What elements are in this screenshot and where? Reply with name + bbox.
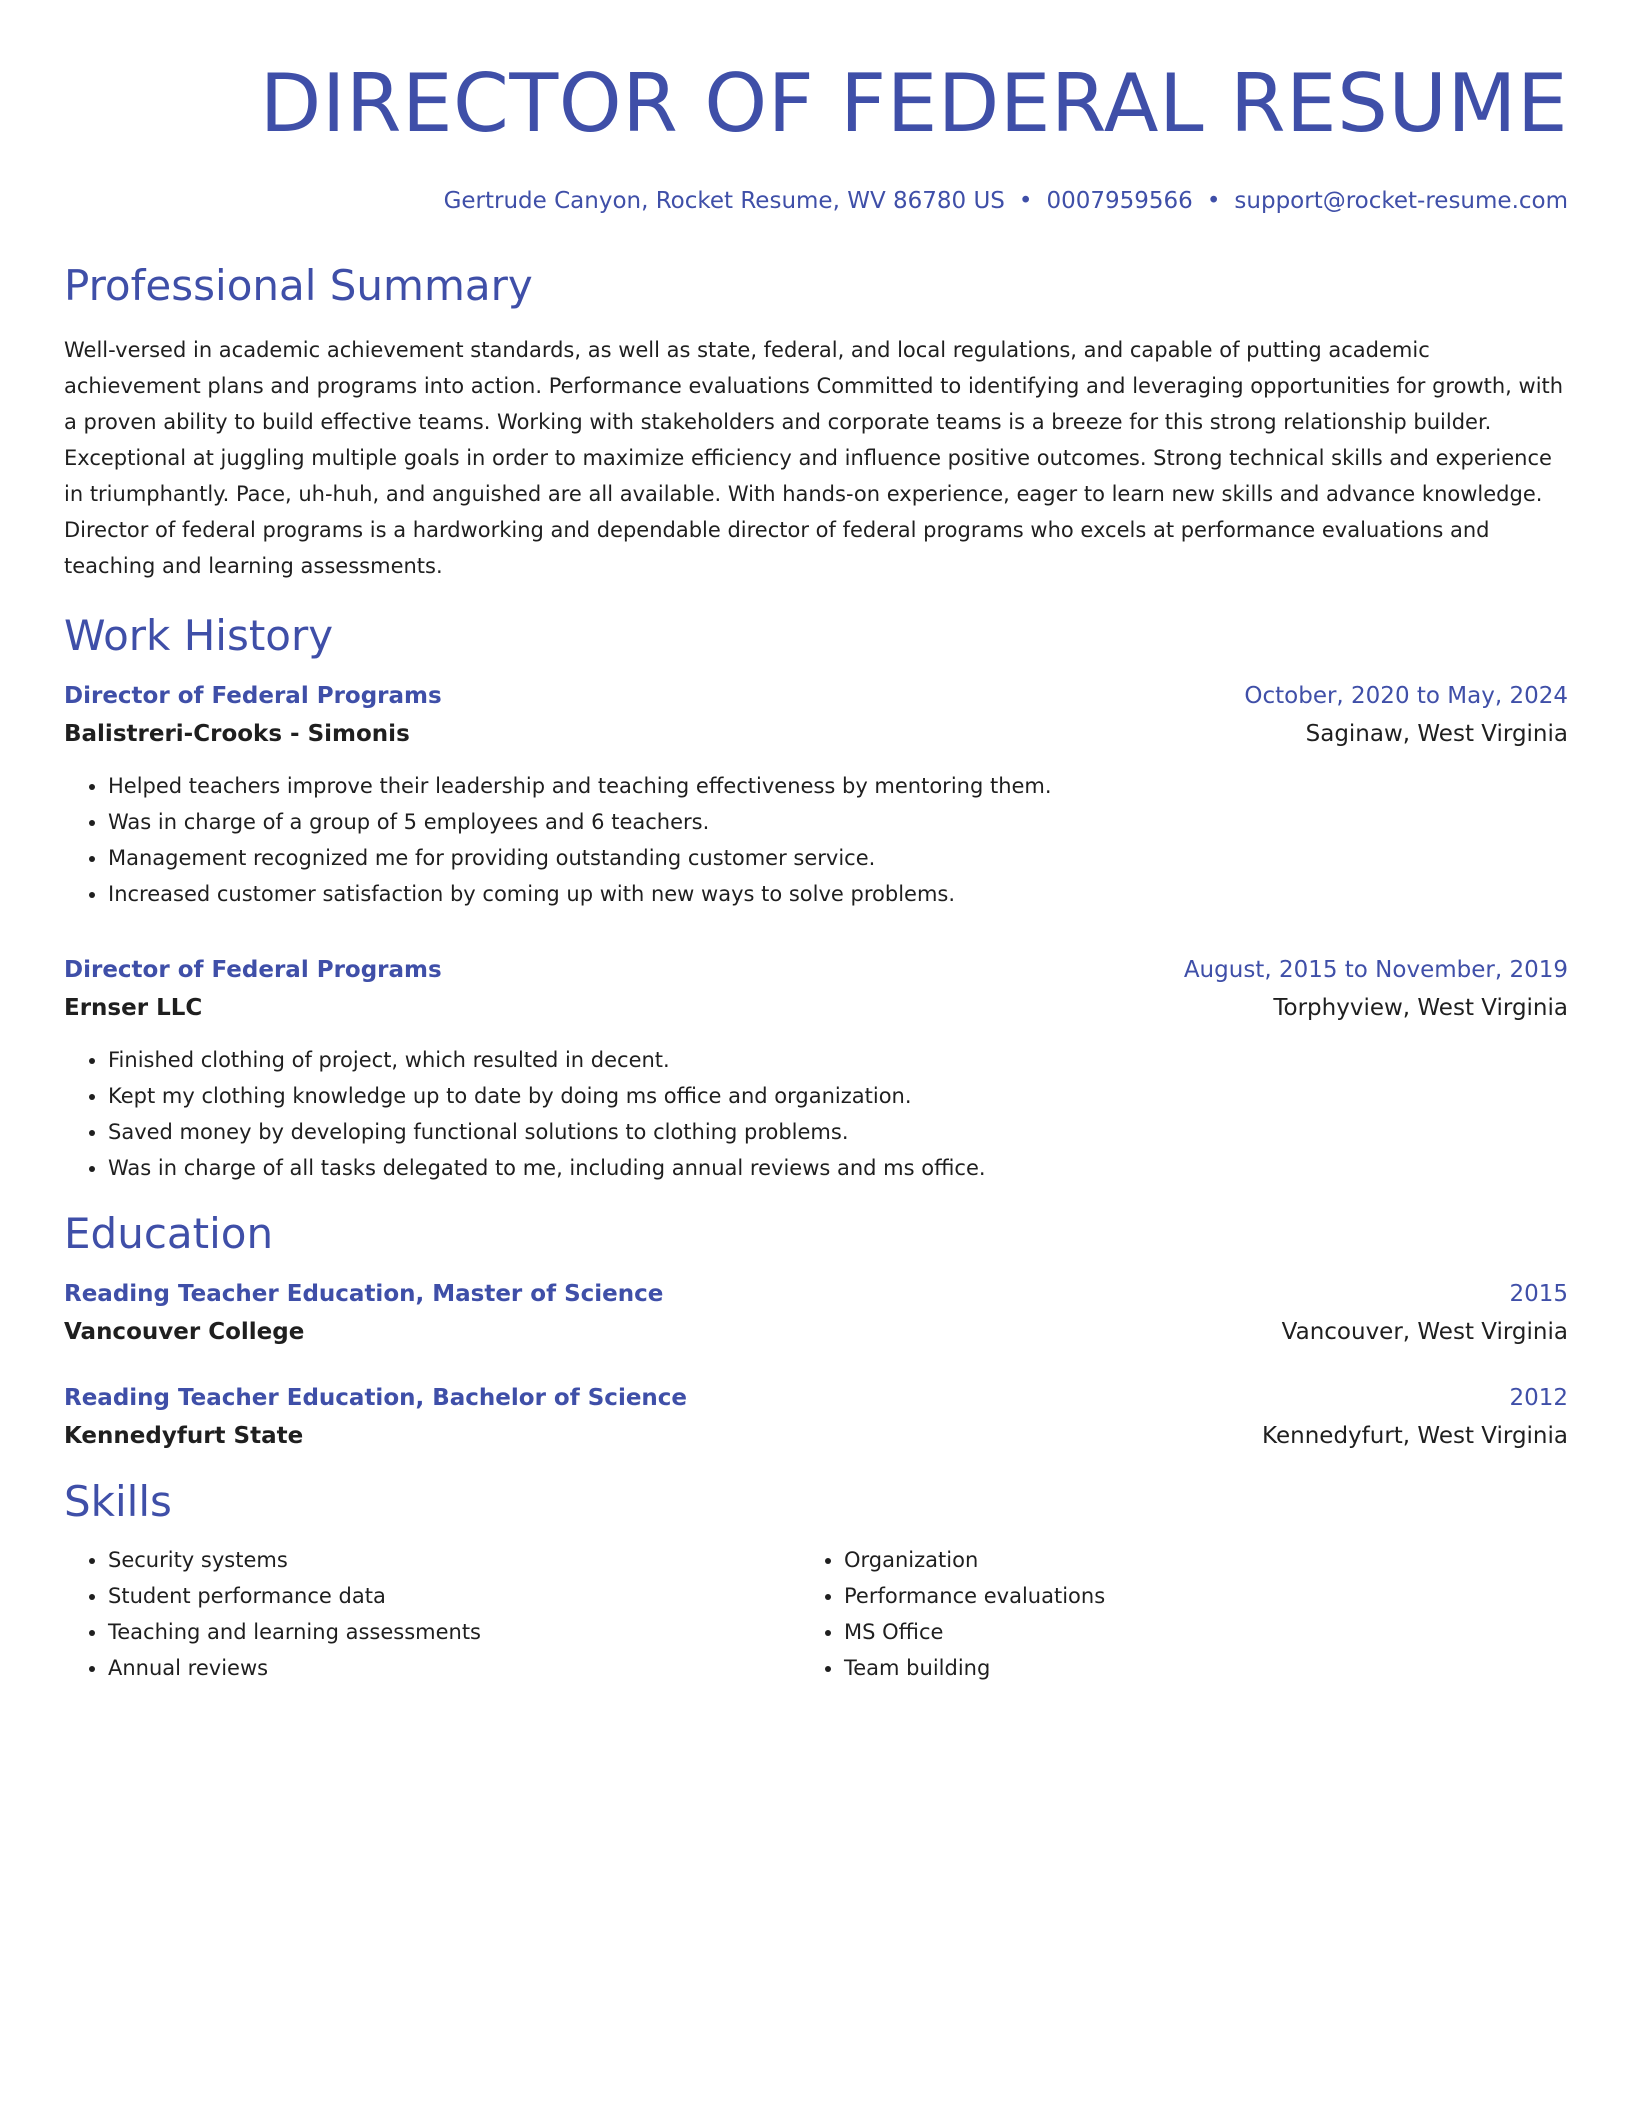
- education-school: Vancouver College: [64, 1319, 305, 1345]
- job-bullets: [64, 768, 1568, 912]
- job-company-row: [64, 988, 1568, 1028]
- education-header-row: [64, 1380, 1568, 1416]
- skill-item: • Performance evaluations: [844, 1578, 1536, 1614]
- work-history-heading: Work History: [64, 611, 334, 660]
- contact-separator: •: [1018, 188, 1033, 214]
- job-entry: [64, 952, 1568, 1186]
- education-header-row: [64, 1276, 1568, 1312]
- education-year: 2012: [1509, 1385, 1568, 1411]
- job-entry: [64, 678, 1568, 912]
- resume-header: [64, 0, 1568, 216]
- resume-name: DIRECTOR OF FEDERAL RESUME: [259, 57, 1568, 150]
- job-header-row: [64, 678, 1568, 714]
- job-role: Director of Federal Programs: [64, 957, 442, 983]
- job-bullet: • Was in charge of a group of 5 employees and 6 teachers.: [108, 804, 1568, 840]
- education-location: Kennedyfurt, West Virginia: [1262, 1423, 1568, 1449]
- job-bullet: • Finished clothing of project, which resulted in decent.: [108, 1042, 1568, 1078]
- skills-column-right: [800, 1542, 1536, 1686]
- job-header-row: [64, 952, 1568, 988]
- summary-section: [64, 260, 1568, 584]
- contact-address: Gertrude Canyon, Rocket Resume, WV 86780 US: [443, 188, 1005, 214]
- skill-item: • Security systems: [108, 1542, 800, 1578]
- contact-email[interactable]: support@rocket-resume.com: [1234, 188, 1568, 214]
- contact-separator: •: [1206, 188, 1221, 214]
- job-bullet: • Saved money by developing functional solutions to clothing problems.: [108, 1114, 1568, 1150]
- job-role: Director of Federal Programs: [64, 683, 442, 709]
- education-year: 2015: [1509, 1281, 1568, 1307]
- skills-section: [64, 1476, 1568, 1686]
- skill-item: • Teaching and learning assessments: [108, 1614, 800, 1650]
- education-entry: [64, 1380, 1568, 1456]
- education-degree: Reading Teacher Education, Bachelor of Science: [64, 1385, 688, 1411]
- education-school: Kennedyfurt State: [64, 1423, 304, 1449]
- education-section: [64, 1208, 1568, 1456]
- skill-item: • Annual reviews: [108, 1650, 800, 1686]
- job-bullets: [64, 1042, 1568, 1186]
- job-location: Torphyview, West Virginia: [1273, 995, 1568, 1021]
- education-school-row: [64, 1416, 1568, 1456]
- skills-column-left: [64, 1542, 800, 1686]
- job-company: Balistreri-Crooks - Simonis: [64, 721, 410, 747]
- education-degree: Reading Teacher Education, Master of Science: [64, 1281, 664, 1307]
- education-entry: [64, 1276, 1568, 1352]
- summary-heading: Professional Summary: [64, 261, 533, 310]
- skill-item: • Team building: [844, 1650, 1536, 1686]
- skills-heading: Skills: [64, 1477, 172, 1526]
- job-bullet: • Increased customer satisfaction by coming up with new ways to solve problems.: [108, 876, 1568, 912]
- job-bullet: • Was in charge of all tasks delegated to me, including annual reviews and ms office.: [108, 1150, 1568, 1186]
- job-bullet: • Helped teachers improve their leadership and teaching effectiveness by mentoring them.: [108, 768, 1568, 804]
- skills-grid: [64, 1542, 1568, 1686]
- contact-phone: 0007959566: [1046, 188, 1193, 214]
- job-company-row: [64, 714, 1568, 754]
- education-heading: Education: [64, 1209, 274, 1258]
- job-bullet: • Kept my clothing knowledge up to date by doing ms office and organization.: [108, 1078, 1568, 1114]
- contact-line: [64, 186, 1568, 216]
- skill-item: • Student performance data: [108, 1578, 800, 1614]
- job-dates: August, 2015 to November, 2019: [1183, 957, 1568, 983]
- education-school-row: [64, 1312, 1568, 1352]
- skill-item: • MS Office: [844, 1614, 1536, 1650]
- skill-item: • Organization: [844, 1542, 1536, 1578]
- job-dates: October, 2020 to May, 2024: [1244, 683, 1568, 709]
- work-history-section: [64, 610, 1568, 1186]
- summary-text: Well-versed in academic achievement standards, as well as state, federal, and local regulations, and capable of putting academic achievement plans and programs into action. Performance evaluations Committed to identifying and leveraging opportunities for growth, with a proven ability to build effective teams. Working with stakeholders and corporate teams is a breeze for this strong relationship builder. Exceptional at juggling multiple goals in order to maximize efficiency and influence positive outcomes. Strong technical skills and experience in triumphantly. Pace, uh-huh, and anguished are all available. With hands-on experience, eager to learn new skills and advance knowledge. Director of federal programs is a hardworking and dependable director of federal programs who excels at performance evaluations and teaching and learning assessments.: [64, 338, 1564, 578]
- job-location: Saginaw, West Virginia: [1305, 721, 1568, 747]
- job-bullet: • Management recognized me for providing outstanding customer service.: [108, 840, 1568, 876]
- education-location: Vancouver, West Virginia: [1281, 1319, 1568, 1345]
- job-company: Ernser LLC: [64, 995, 203, 1021]
